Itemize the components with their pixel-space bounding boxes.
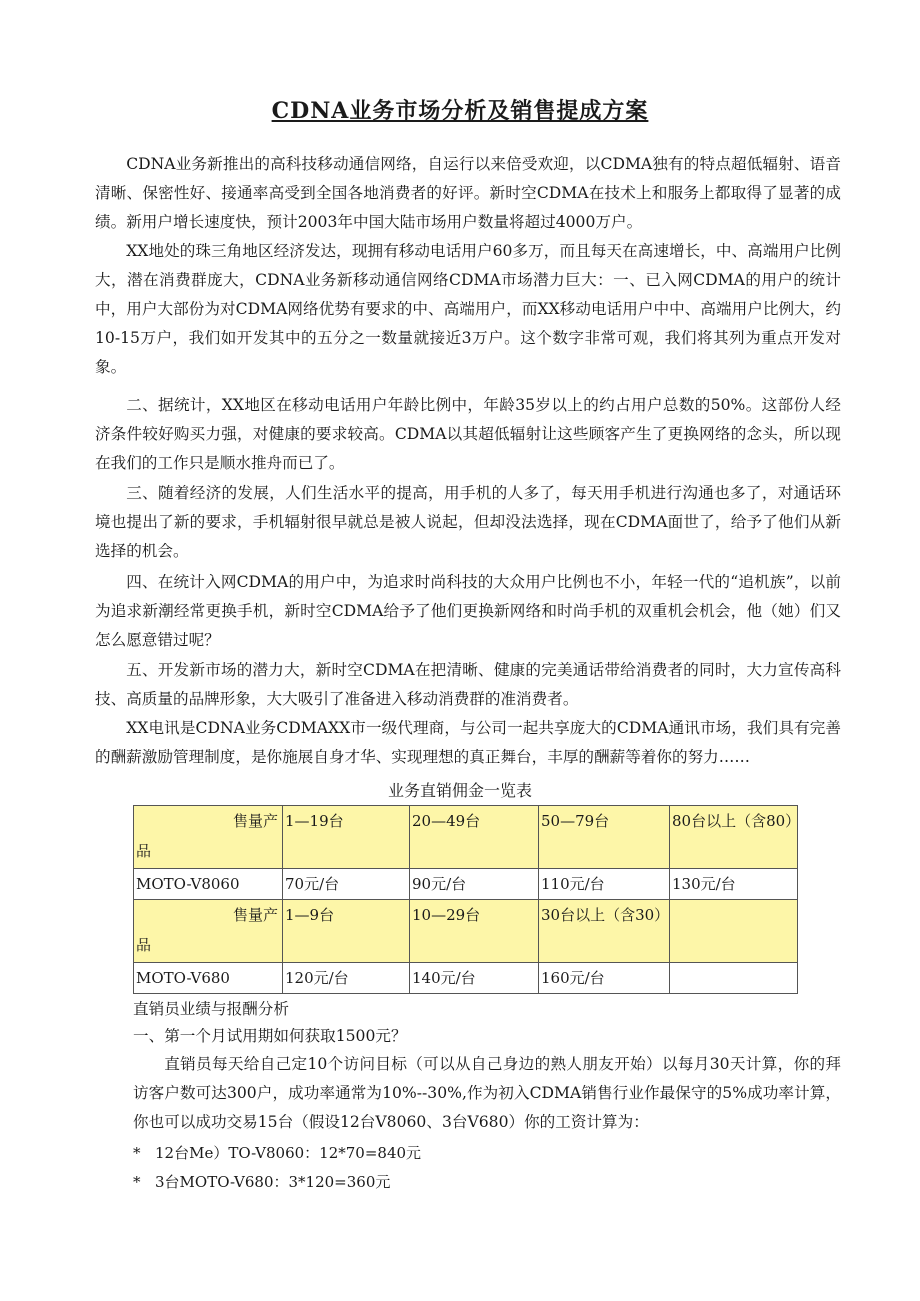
calc-line — [133, 1140, 421, 1166]
paragraph-market: XX地处的珠三角地区经济发达，现拥有移动电话用户60多万，而且每天在高速增长，中、高端用户比例大，潜在消费群庞大，CDNA业务新移动通信网络CDMA市场潜力巨大：一、已入网CDMA的用户的统计中，用户大部份为对CDMA网络优势有要求的中、高端用户，而XX移动电话用户中中、高端用户比例大，约10-15万户，我们如开发其中的五分之一数量就接近3万户。这个数字非常可观，我们将其列为重点开发对象。 — [95, 242, 841, 376]
table-corner-cell — [134, 806, 283, 869]
corner-label-bottom: 品 — [136, 842, 152, 860]
product-name-cell: MOTO-V8060 — [134, 869, 283, 900]
paragraph-intro: CDNA业务新推出的高科技移动通信网络，自运行以来倍受欢迎，以CDMA独有的特点超低辐射、语音清晰、保密性好、接通率高受到全国各地消费者的好评。新时空CDMA在技术上和服务上都取得了显著的成绩。新用户增长速度快，预计2003年中国大陆市场用户数量将超过4000万户。 — [95, 155, 841, 231]
corner-label-bottom: 品 — [136, 936, 152, 954]
table-header-cell: 50—79台 — [539, 806, 670, 869]
table-header-row — [134, 806, 798, 869]
table-cell — [670, 963, 798, 994]
table-header-cell: 20—49台 — [410, 806, 539, 869]
table-row — [134, 869, 798, 900]
calc-line — [133, 1169, 390, 1195]
calc-text: 12台Me）TO-V8060：12*70=840元 — [155, 1144, 422, 1162]
analysis-heading: 直销员业绩与报酬分析 — [133, 1000, 289, 1018]
table-cell: 70元/台 — [283, 869, 410, 900]
bullet-star: * — [133, 1173, 141, 1191]
corner-label-top: 售量产 — [232, 906, 278, 924]
table-cell: 110元/台 — [539, 869, 670, 900]
table-header-row — [134, 900, 798, 963]
paragraph-point-3: 三、随着经济的发展，人们生活水平的提高，用手机的人多了，每天用手机进行沟通也多了，对通话环境也提出了新的要求，手机辐射很早就总是被人说起，但却没法选择，现在CDMA面世了，给予了他们从新选择的机会。 — [95, 484, 841, 560]
table-cell: 130元/台 — [670, 869, 798, 900]
paragraph-point-5: 五、开发新市场的潜力大，新时空CDMA在把清晰、健康的完美通话带给消费者的同时，大力宣传高科技、高质量的品牌形象，大大吸引了准备进入移动消费群的准消费者。 — [95, 661, 841, 708]
table-header-cell: 1—9台 — [283, 900, 410, 963]
paragraph-agency: XX电讯是CDNA业务CDMAXX市一级代理商，与公司一起共享庞大的CDMA通讯市场，我们具有完善的酬薪激励管理制度，是你施展自身才华、实现理想的真正舞台，丰厚的酬薪等着你的努力…… — [95, 719, 841, 766]
table-row — [134, 963, 798, 994]
table-header-cell: 80台以上（含80） — [670, 806, 798, 869]
page-title: CDNA业务市场分析及销售提成方案 — [271, 98, 649, 124]
commission-table — [133, 805, 801, 994]
paragraph-point-2: 二、据统计，XX地区在移动电话用户年龄比例中，年龄35岁以上的约占用户总数的50%。这部份人经济条件较好购买力强，对健康的要求较高。CDMA以其超低辐射让这些顾客产生了更换网络的念头，所以现在我们的工作只是顺水推舟而已了。 — [95, 396, 841, 472]
calc-text: 3台MOTO-V680：3*120=360元 — [155, 1173, 391, 1191]
table-cell: 90元/台 — [410, 869, 539, 900]
table-cell: 140元/台 — [410, 963, 539, 994]
table-corner-cell — [134, 900, 283, 963]
table-title: 业务直销佣金一览表 — [387, 781, 532, 800]
analysis-question: 一、第一个月试用期如何获取1500元？ — [133, 1027, 407, 1045]
table-header-cell: 1—19台 — [283, 806, 410, 869]
product-name-cell: MOTO-V680 — [134, 963, 283, 994]
bullet-star: * — [133, 1144, 141, 1162]
corner-label-top: 售量产 — [232, 812, 278, 830]
table-cell: 120元/台 — [283, 963, 410, 994]
table-header-cell: 10—29台 — [410, 900, 539, 963]
paragraph-point-4: 四、在统计入网CDMA的用户中，为追求时尚科技的大众用户比例也不小，年轻一代的“追机族”，以前为追求新潮经常更换手机，新时空CDMA给予了他们更换新网络和时尚手机的双重机会机会，他（她）们又怎么愿意错过呢？ — [95, 573, 841, 649]
analysis-paragraph: 直销员每天给自己定10个访问目标（可以从自己身边的熟人朋友开始）以每月30天计算，你的拜访客户数可达300户，成功率通常为10%--30%,作为初入CDMA销售行业作最保守的5%成功率计算，你也可以成功交易15台（假设12台V8060、3台V680）你的工资计算为： — [133, 1055, 841, 1131]
table-header-cell — [670, 900, 798, 963]
table-header-cell: 30台以上（含30） — [539, 900, 670, 963]
table-cell: 160元/台 — [539, 963, 670, 994]
